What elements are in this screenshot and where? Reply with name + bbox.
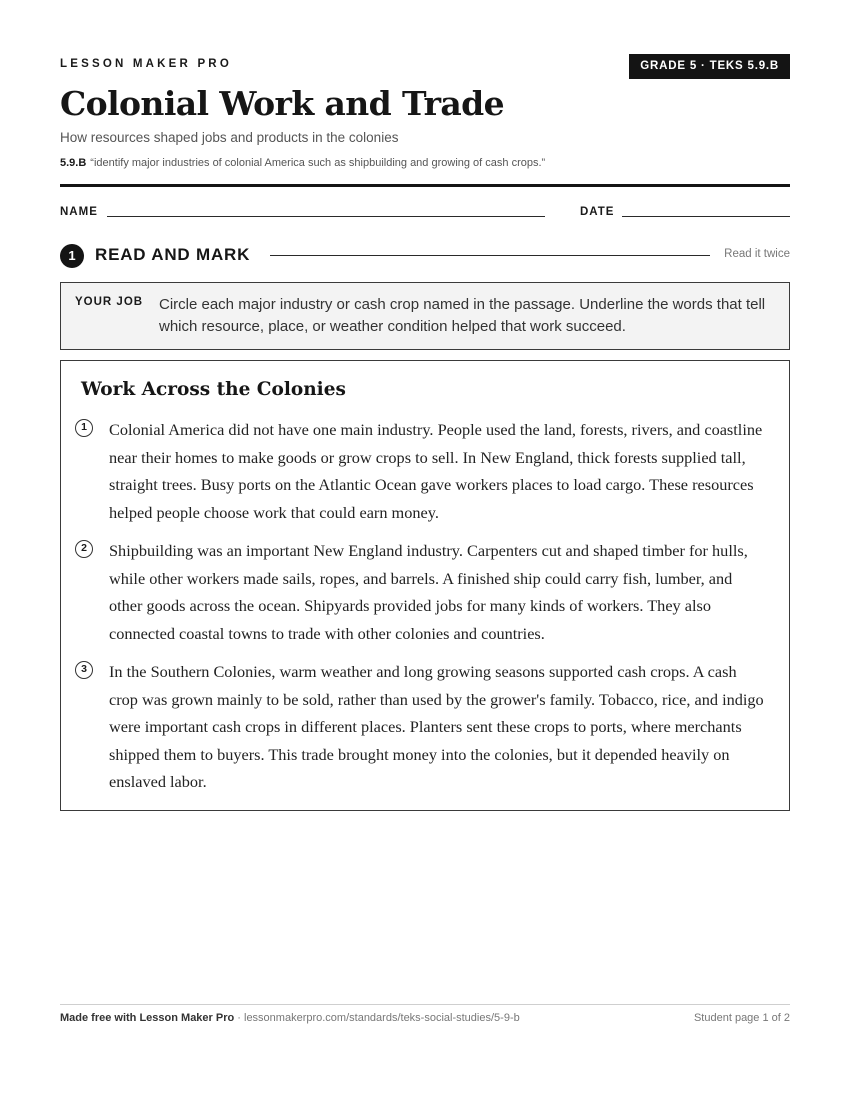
worksheet-page (60, 0, 790, 1100)
passage-title: Work Across the Colonies (81, 379, 346, 400)
page-title: Colonial Work and Trade (60, 84, 505, 123)
standard-text: “identify major industries of colonial America such as shipbuilding and growing of cash crops.” (90, 157, 546, 169)
page-subtitle: How resources shaped jobs and products in the colonies (60, 130, 399, 145)
date-label: DATE (580, 206, 615, 218)
paragraph-text: In the Southern Colonies, warm weather and long growing seasons supported cash crops. A cash crop was grown mainly to be sold, rather than used by the grower's family. Tobacco, rice, and indigo were important cash crops in different places. Planters sent these crops to ports, where merchants shipped them to buyers. This trade brought money into the colonies, but it depended heavily on enslaved labor. (109, 662, 764, 791)
instructions-box (60, 282, 790, 350)
section-title: READ AND MARK (95, 245, 251, 264)
footer-divider (60, 1004, 790, 1005)
date-field[interactable] (622, 216, 790, 217)
section-note: Read it twice (724, 248, 790, 260)
standard-line (60, 157, 545, 169)
paragraph-number: 2 (75, 540, 93, 558)
paragraph-number: 1 (75, 419, 93, 437)
footer-made-with: Made free with Lesson Maker Pro (60, 1012, 235, 1024)
header-divider (60, 184, 790, 187)
paragraph-text: Shipbuilding was an important New England industry. Carpenters cut and shaped timber for hulls, while other workers made sails, ropes, and barrels. A finished ship could carry fish, lumber, and other goods across the ocean. Shipyards provided jobs for many kinds of workers. They also connected coastal towns to trade with other colonies and countries. (109, 541, 748, 643)
footer-url: · lessonmakerpro.com/standards/teks-social-studies/5-9-b (234, 1012, 520, 1024)
paragraph-number: 3 (75, 661, 93, 679)
footer-credit (60, 1012, 520, 1024)
name-date-row (60, 204, 790, 224)
paragraph-text: Colonial America did not have one main industry. People used the land, forests, rivers, and coastline near their homes to make goods or grow crops to sell. In New England, thick forests supplied tall, straight trees. Busy ports on the Atlantic Ocean gave workers places to load cargo. These resources helped people choose work that could earn money. (109, 420, 763, 522)
instructions-text: Circle each major industry or cash crop named in the passage. Underline the words that tell which resource, place, or weather condition helped that work succeed. (159, 296, 766, 335)
standard-code: 5.9.B (60, 157, 87, 169)
brand-name: LESSON MAKER PRO (60, 58, 232, 70)
footer-page-number: Student page 1 of 2 (693, 1012, 790, 1024)
name-field[interactable] (107, 216, 545, 217)
instructions-label: YOUR JOB (75, 296, 144, 308)
section-rule (270, 255, 710, 256)
section-number-badge: 1 (60, 244, 84, 268)
name-label: NAME (60, 206, 98, 218)
section-header (60, 243, 790, 269)
grade-badge: GRADE 5 · TEKS 5.9.B (629, 54, 790, 79)
reading-passage (60, 360, 790, 811)
